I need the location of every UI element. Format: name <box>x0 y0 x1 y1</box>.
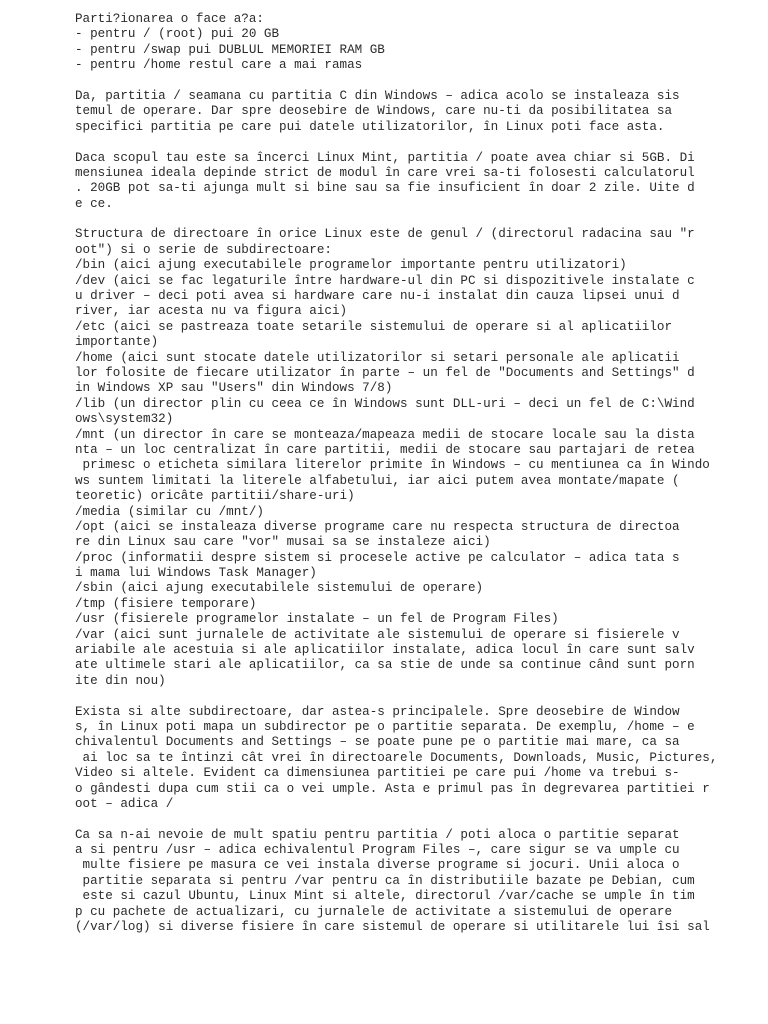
text-line: e ce. <box>75 196 113 211</box>
text-line: Daca scopul tau este sa încerci Linux Mint, partitia / poate avea chiar si 5GB. Di <box>75 150 695 165</box>
text-line: /dev (aici se fac legaturile între hardware-ul din PC si dispozitivele instalate c <box>75 273 695 288</box>
text-line: - pentru /swap pui DUBLUL MEMORIEI RAM GB <box>75 42 385 57</box>
text-line: Video si altele. Evident ca dimensiunea partitiei pe care pui /home va trebui s- <box>75 766 680 781</box>
text-line: Exista si alte subdirectoare, dar astea-s principalele. Spre deosebire de Window <box>75 704 680 719</box>
text-line: /etc (aici se pastreaza toate setarile sistemului de operare si al aplicatiilor <box>75 319 673 334</box>
text-line: /var (aici sunt jurnalele de activitate ale sistemului de operare si fisierele v <box>75 627 680 642</box>
text-line: u driver – deci poti avea si hardware care nu-i instalat din cauza lipsei unui d <box>75 289 680 304</box>
text-line: in Windows XP sau "Users" din Windows 7/8) <box>75 381 393 396</box>
text-line: /usr (fisierele programelor instalate – un fel de Program Files) <box>75 612 559 627</box>
text-line: /sbin (aici ajung executabilele sistemului de operare) <box>75 581 484 596</box>
text-line: Da, partitia / seamana cu partitia C din Windows – adica acolo se instaleaza sis <box>75 88 680 103</box>
text-line: nta – un loc centralizat în care partitii, medii de stocare sau partajari de retea <box>75 442 695 457</box>
text-line: ariabile ale acestuia si ale aplicatiilor instalate, adica locul în care sunt salv <box>75 643 695 658</box>
text-line: p cu pachete de actualizari, cu jurnalele de activitate a sistemului de operare <box>75 904 673 919</box>
text-line: teoretic) oricâte partitii/share-uri) <box>75 489 355 504</box>
text-line: (/var/log) si diverse fisiere în care sistemul de operare si utilitarele lui îsi sal <box>75 920 710 935</box>
text-line: primesc o eticheta similara literelor primite în Windows – cu mentiunea ca în Windo <box>75 458 710 473</box>
text-line: partitie separata si pentru /var pentru ca în distributiile bazate pe Debian, cum <box>75 873 695 888</box>
text-line: ai loc sa te întinzi cât vrei în directoarele Documents, Downloads, Music, Pictures, <box>75 750 718 765</box>
text-line: temul de operare. Dar spre deosebire de Windows, care nu-ti da posibilitatea sa <box>75 104 673 119</box>
text-line: multe fisiere pe masura ce vei instala diverse programe si jocuri. Unii aloca o <box>75 858 680 873</box>
text-line: /opt (aici se instaleaza diverse programe care nu respecta structura de directoa <box>75 519 680 534</box>
paragraph <box>75 151 765 213</box>
text-line: chivalentul Documents and Settings – se poate pune pe o partitie mai mare, ca sa <box>75 735 680 750</box>
text-line: o gândesti dupa cum stii ca o vei umple. Asta e primul pas în degrevarea partitiei r <box>75 781 710 796</box>
text-line: importante) <box>75 335 159 350</box>
text-line: Parti?ionarea o face a?a: <box>75 12 264 26</box>
text-line: /home (aici sunt stocate datele utilizatorilor si setari personale ale aplicatii <box>75 350 680 365</box>
text-line: oot – adica / <box>75 796 174 811</box>
text-line: ows\system32) <box>75 412 174 427</box>
text-line: mensiunea ideala depinde strict de modul în care vrei sa-ti folosesti calculatorul <box>75 165 695 180</box>
text-line: lor folosite de fiecare utilizator în parte – un fel de "Documents and Settings" d <box>75 365 695 380</box>
text-line: ate ultimele stari ale aplicatiilor, ca sa stie de unde sa continue când sunt porn <box>75 658 695 673</box>
text-line: ws suntem limitati la literele alfabetului, iar aici putem avea montate/mapate ( <box>75 473 680 488</box>
text-line: specifici partitia pe care pui datele utilizatorilor, în Linux poti face asta. <box>75 119 665 134</box>
text-line: /bin (aici ajung executabilele programelor importante pentru utilizatori) <box>75 258 627 273</box>
paragraph <box>75 705 765 813</box>
text-line: - pentru / (root) pui 20 GB <box>75 27 280 42</box>
text-line: s, în Linux poti mapa un subdirector pe o partitie separata. De exemplu, /home – e <box>75 719 695 734</box>
paragraph <box>75 227 765 689</box>
text-line: este si cazul Ubuntu, Linux Mint si altele, directorul /var/cache se umple în tim <box>75 889 695 904</box>
paragraph <box>75 12 765 74</box>
text-line: /mnt (un director în care se monteaza/mapeaza medii de stocare locale sau la dista <box>75 427 695 442</box>
text-line: . 20GB pot sa-ti ajunga mult si bine sau sa fie insuficient în doar 2 zile. Uite d <box>75 181 695 196</box>
text-line: ite din nou) <box>75 673 166 688</box>
document-page <box>75 12 765 951</box>
text-line: /media (similar cu /mnt/) <box>75 504 264 519</box>
text-line: i mama lui Windows Task Manager) <box>75 566 317 581</box>
text-line: oot") si o serie de subdirectoare: <box>75 242 332 257</box>
paragraph <box>75 828 765 936</box>
text-line: re din Linux sau care "vor" musai sa se instaleze aici) <box>75 535 491 550</box>
text-line: a si pentru /usr – adica echivalentul Program Files –, care sigur se va umple cu <box>75 843 680 858</box>
text-line: /tmp (fisiere temporare) <box>75 596 257 611</box>
text-line: Structura de directoare în orice Linux este de genul / (directorul radacina sau "r <box>75 227 695 242</box>
paragraph <box>75 89 765 135</box>
text-line: /proc (informatii despre sistem si procesele active pe calculator – adica tata s <box>75 550 680 565</box>
text-line: Ca sa n-ai nevoie de mult spatiu pentru partitia / poti aloca o partitie separat <box>75 827 680 842</box>
text-line: river, iar acesta nu va figura aici) <box>75 304 348 319</box>
text-line: - pentru /home restul care a mai ramas <box>75 58 363 73</box>
text-line: /lib (un director plin cu ceea ce în Windows sunt DLL-uri – deci un fel de C:\Wind <box>75 396 695 411</box>
